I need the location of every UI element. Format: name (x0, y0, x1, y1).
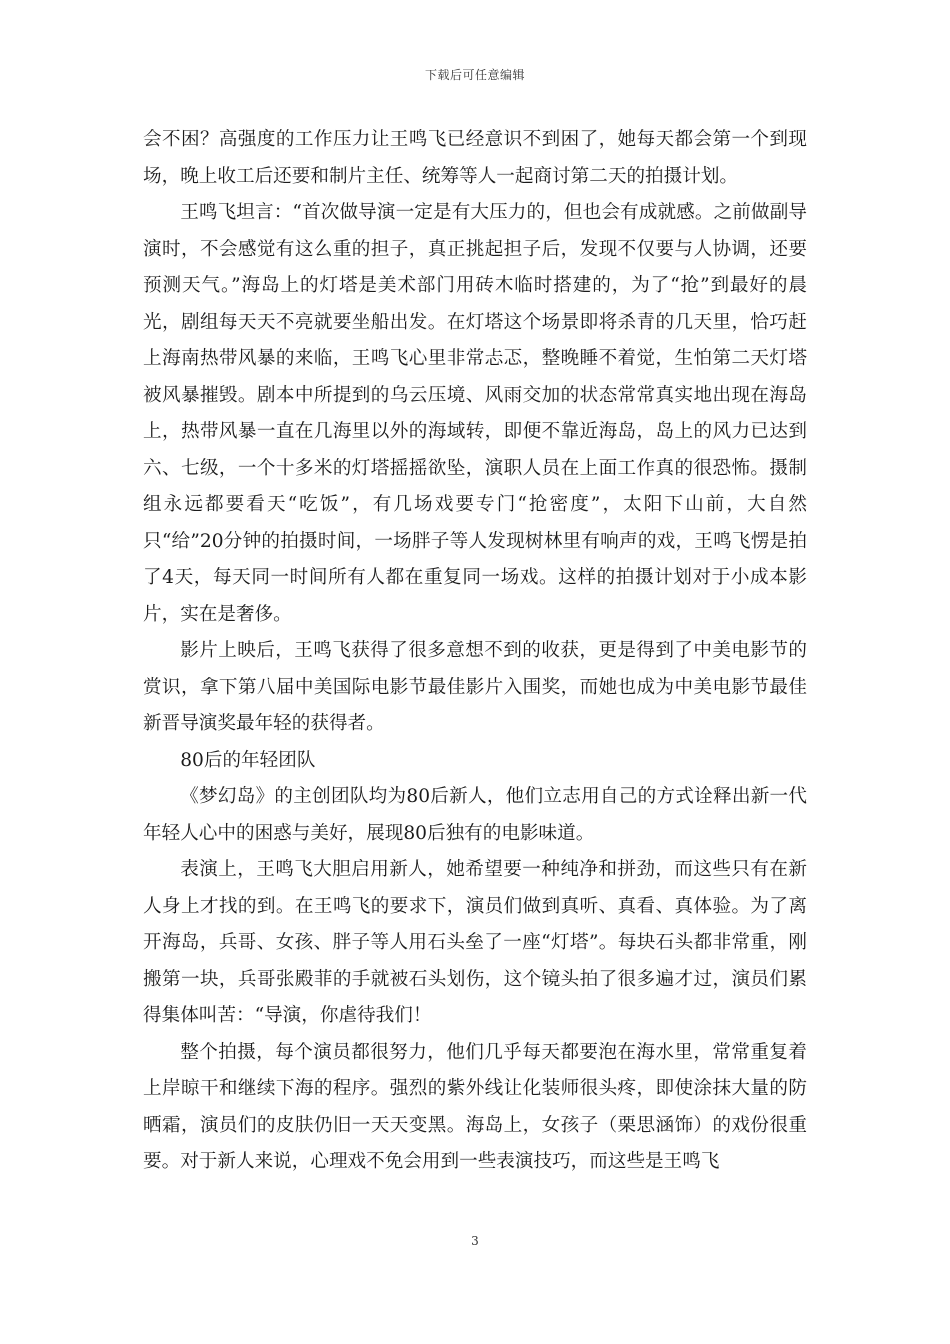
document-body (143, 122, 807, 1181)
paragraph-1: 会不困？高强度的工作压力让王鸣飞已经意识不到困了，她每天都会第一个到现场，晚上收工后还要和制片主任、统筹等人一起商讨第二天的拍摄计划。 (143, 129, 807, 187)
section-heading: 80后的年轻团队 (180, 749, 316, 771)
paragraph-6: 整个拍摄，每个演员都很努力，他们几乎每天都要泡在海水里，常常重复着上岸晾干和继续下海的程序。强烈的紫外线让化装师很头疼，即使涂抹大量的防晒霜，演员们的皮肤仍旧一天天变黑。海岛上，女孩子（栗思涵饰）的戏份很重要。对于新人来说，心理戏不免会用到一些表演技巧，而这些是王鸣飞 (143, 1041, 807, 1172)
page-header: 下载后可任意编辑 (424, 68, 525, 82)
page-number: 3 (471, 1234, 479, 1248)
paragraph-3: 影片上映后，王鸣飞获得了很多意想不到的收获，更是得到了中美电影节的赏识，拿下第八届中美国际电影节最佳影片入围奖，而她也成为中美电影节最佳新晋导演奖最年轻的获得者。 (143, 640, 807, 734)
paragraph-2: 王鸣飞坦言：“首次做导演一定是有大压力的，但也会有成就感。之前做副导演时，不会感觉有这么重的担子，真正挑起担子后，发现不仅要与人协调，还要预测天气。”海岛上的灯塔是美术部门用砖木临时搭建的，为了“抢”到最好的晨光，剧组每天天不亮就要坐船出发。在灯塔这个场景即将杀青的几天里，恰巧赶上海南热带风暴的来临，王鸣飞心里非常忐忑，整晚睡不着觉，生怕第二天灯塔被风暴摧毁。剧本中所提到的乌云压境、风雨交加的状态常常真实地出现在海岛上，热带风暴一直在几海里以外的海域转，即便不靠近海岛，岛上的风力已达到六、七级，一个十多米的灯塔摇摇欲坠，演职人员在上面工作真的很恐怖。摄制组永远都要看天“吃饭”，有几场戏要专门“抢密度”，太阳下山前，大自然只“给”20分钟的拍摄时间，一场胖子等人发现树林里有响声的戏，王鸣飞愣是拍了4天，每天同一时间所有人都在重复同一场戏。这样的拍摄计划对于小成本影片，实在是奢侈。 (143, 202, 807, 625)
paragraph-4: 《梦幻岛》的主创团队均为80后新人，他们立志用自己的方式诠释出新一代年轻人心中的困惑与美好，展现80后独有的电影味道。 (143, 786, 807, 844)
paragraph-5: 表演上，王鸣飞大胆启用新人，她希望要一种纯净和拼劲，而这些只有在新人身上才找的到。在王鸣飞的要求下，演员们做到真听、真看、真体验。为了离开海岛，兵哥、女孩、胖子等人用石头垒了一座“灯塔”。每块石头都非常重，刚搬第一块，兵哥张殿菲的手就被石头划伤，这个镜头拍了很多遍才过，演员们累得集体叫苦：“导演，你虐待我们！ (143, 859, 807, 1026)
